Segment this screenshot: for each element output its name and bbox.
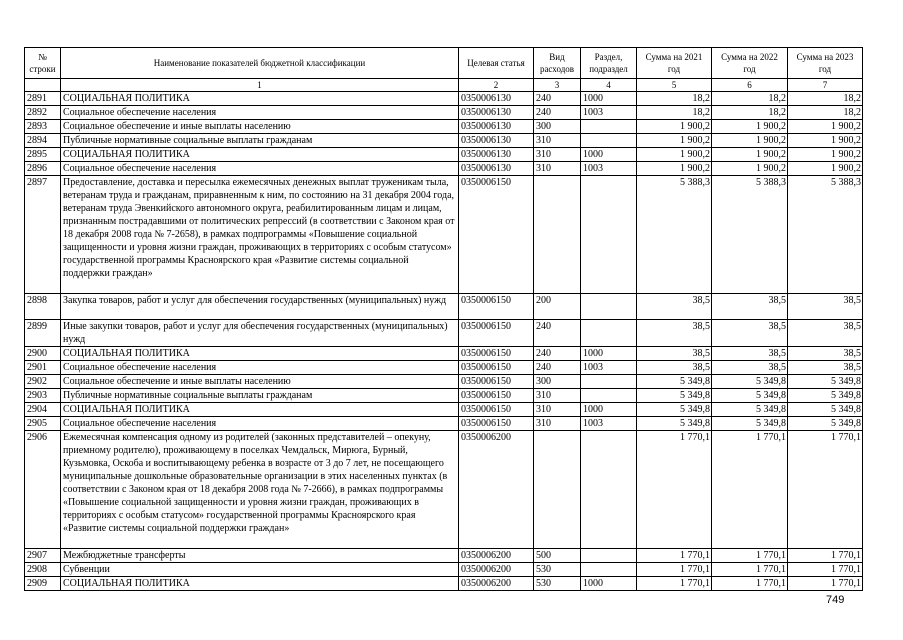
section-cell: 1000: [581, 577, 637, 591]
sum-2022-cell: 38,5: [712, 320, 788, 347]
target-cell: 0350006150: [459, 294, 534, 320]
table-row: [25, 320, 863, 347]
sum-2022-cell: 1 900,2: [712, 148, 788, 162]
table-row: [25, 549, 863, 563]
sum-2021-cell: 5 349,8: [637, 417, 712, 431]
sum-2023-cell: 38,5: [788, 361, 863, 375]
sum-2021-cell: 5 349,8: [637, 389, 712, 403]
name-cell: Социальное обеспечение и иные выплаты населению: [61, 375, 459, 389]
col-number: [25, 79, 61, 92]
section-cell: [581, 320, 637, 347]
target-cell: 0350006150: [459, 389, 534, 403]
sum-2021-cell: 18,2: [637, 106, 712, 120]
sum-2022-cell: 38,5: [712, 347, 788, 361]
row-no-cell: 2899: [25, 320, 61, 347]
sum-2023-cell: 38,5: [788, 320, 863, 347]
sum-2023-cell: 1 900,2: [788, 148, 863, 162]
expense-type-cell: 530: [534, 563, 581, 577]
expense-type-cell: 300: [534, 375, 581, 389]
expense-type-cell: 240: [534, 320, 581, 347]
sum-2023-cell: 5 349,8: [788, 375, 863, 389]
section-cell: [581, 563, 637, 577]
table-row: [25, 120, 863, 134]
sum-2023-cell: 1 900,2: [788, 134, 863, 148]
col-number: 1: [61, 79, 459, 92]
sum-2023-cell: 5 388,3: [788, 176, 863, 294]
section-cell: 1000: [581, 347, 637, 361]
row-no-cell: 2907: [25, 549, 61, 563]
sum-2023-cell: 1 900,2: [788, 162, 863, 176]
target-cell: 0350006200: [459, 563, 534, 577]
sum-2022-cell: 1 900,2: [712, 162, 788, 176]
section-cell: [581, 389, 637, 403]
sum-2022-cell: 18,2: [712, 92, 788, 106]
section-cell: [581, 120, 637, 134]
table-row: [25, 294, 863, 320]
target-cell: 0350006130: [459, 92, 534, 106]
expense-type-cell: 300: [534, 120, 581, 134]
expense-type-cell: 310: [534, 134, 581, 148]
section-cell: [581, 549, 637, 563]
sum-2023-cell: 1 900,2: [788, 120, 863, 134]
target-cell: 0350006150: [459, 403, 534, 417]
row-no-cell: 2908: [25, 563, 61, 577]
col-number: 4: [581, 79, 637, 92]
table-row: [25, 176, 863, 294]
table-row: [25, 106, 863, 120]
target-cell: 0350006150: [459, 320, 534, 347]
sum-2023-cell: 5 349,8: [788, 417, 863, 431]
target-cell: 0350006130: [459, 148, 534, 162]
sum-2023-cell: 1 770,1: [788, 577, 863, 591]
sum-2023-cell: 1 770,1: [788, 549, 863, 563]
sum-2022-cell: 1 900,2: [712, 120, 788, 134]
table-row: [25, 375, 863, 389]
section-cell: [581, 134, 637, 148]
name-cell: Предоставление, доставка и пересылка ежемесячных денежных выплат труженикам тыла, ветеранам труда и гражданам, приравненным к ним, по состоянию на 31 декабря 2004 года, ветеранам труда Эвенкийского автономного округа, реабилитированным лицам и лицам, признанным пострадавшими от политических репрессий (в соответствии с Законом края от 18 декабря 2008 года № 7-2658), в рамках подпрограммы «Повышение социальной защищенности и уровня жизни граждан, проживающих в территориях с особым статусом» государственной программы Красноярского края «Развитие системы социальной поддержки граждан»: [61, 176, 459, 294]
row-no-cell: 2901: [25, 361, 61, 375]
expense-type-cell: 310: [534, 162, 581, 176]
expense-type-cell: [534, 431, 581, 549]
row-no-cell: 2909: [25, 577, 61, 591]
expense-type-cell: 240: [534, 347, 581, 361]
section-cell: [581, 294, 637, 320]
table-row: [25, 134, 863, 148]
name-cell: Социальное обеспечение населения: [61, 162, 459, 176]
row-no-cell: 2896: [25, 162, 61, 176]
sum-2022-cell: 38,5: [712, 361, 788, 375]
sum-2021-cell: 1 900,2: [637, 148, 712, 162]
sum-2023-cell: 1 770,1: [788, 563, 863, 577]
sum-2021-cell: 5 349,8: [637, 403, 712, 417]
sum-2022-cell: 1 770,1: [712, 563, 788, 577]
row-no-cell: 2900: [25, 347, 61, 361]
table-row: [25, 417, 863, 431]
table-row: [25, 162, 863, 176]
row-no-cell: 2897: [25, 176, 61, 294]
row-no-cell: 2895: [25, 148, 61, 162]
sum-2022-cell: 38,5: [712, 294, 788, 320]
target-cell: 0350006130: [459, 134, 534, 148]
name-cell: Иные закупки товаров, работ и услуг для обеспечения государственных (муниципальных) нужд: [61, 320, 459, 347]
sum-2022-cell: 5 349,8: [712, 403, 788, 417]
header-sum-2023: Сумма на 2023 год: [788, 48, 863, 79]
row-no-cell: 2892: [25, 106, 61, 120]
name-cell: СОЦИАЛЬНАЯ ПОЛИТИКА: [61, 577, 459, 591]
row-no-cell: 2902: [25, 375, 61, 389]
sum-2022-cell: 1 900,2: [712, 134, 788, 148]
sum-2022-cell: 1 770,1: [712, 549, 788, 563]
sum-2022-cell: 5 349,8: [712, 375, 788, 389]
section-cell: 1003: [581, 361, 637, 375]
sum-2021-cell: 1 900,2: [637, 162, 712, 176]
sum-2021-cell: 38,5: [637, 361, 712, 375]
table-row: [25, 361, 863, 375]
section-cell: [581, 176, 637, 294]
expense-type-cell: 310: [534, 417, 581, 431]
header-sum-2022: Сумма на 2022 год: [712, 48, 788, 79]
row-no-cell: 2903: [25, 389, 61, 403]
column-numbers-row: [25, 79, 863, 92]
table-row: [25, 403, 863, 417]
expense-type-cell: 310: [534, 148, 581, 162]
name-cell: СОЦИАЛЬНАЯ ПОЛИТИКА: [61, 347, 459, 361]
section-cell: 1003: [581, 162, 637, 176]
sum-2021-cell: 1 900,2: [637, 120, 712, 134]
target-cell: 0350006130: [459, 120, 534, 134]
name-cell: СОЦИАЛЬНАЯ ПОЛИТИКА: [61, 403, 459, 417]
name-cell: Социальное обеспечение населения: [61, 106, 459, 120]
expense-type-cell: 310: [534, 403, 581, 417]
table-row: [25, 92, 863, 106]
name-cell: Публичные нормативные социальные выплаты гражданам: [61, 389, 459, 403]
sum-2021-cell: 5 388,3: [637, 176, 712, 294]
header-target: Целевая статья: [459, 48, 534, 79]
section-cell: 1003: [581, 106, 637, 120]
section-cell: 1003: [581, 417, 637, 431]
budget-table: [24, 47, 863, 591]
expense-type-cell: 200: [534, 294, 581, 320]
expense-type-cell: 310: [534, 389, 581, 403]
section-cell: 1000: [581, 92, 637, 106]
row-no-cell: 2906: [25, 431, 61, 549]
name-cell: Межбюджетные трансферты: [61, 549, 459, 563]
section-cell: 1000: [581, 148, 637, 162]
header-row: [25, 48, 863, 79]
sum-2021-cell: 38,5: [637, 347, 712, 361]
table-row: [25, 431, 863, 549]
page-number: 749: [826, 594, 845, 606]
name-cell: Социальное обеспечение населения: [61, 417, 459, 431]
row-no-cell: 2894: [25, 134, 61, 148]
target-cell: 0350006150: [459, 417, 534, 431]
name-cell: Социальное обеспечение населения: [61, 361, 459, 375]
row-no-cell: 2891: [25, 92, 61, 106]
col-number: 2: [459, 79, 534, 92]
sum-2023-cell: 18,2: [788, 92, 863, 106]
target-cell: 0350006200: [459, 431, 534, 549]
sum-2021-cell: 5 349,8: [637, 375, 712, 389]
header-section: Раздел, подраздел: [581, 48, 637, 79]
target-cell: 0350006200: [459, 549, 534, 563]
header-row-no: № строки: [25, 48, 61, 79]
col-number: 6: [712, 79, 788, 92]
sum-2022-cell: 18,2: [712, 106, 788, 120]
sum-2021-cell: 38,5: [637, 320, 712, 347]
row-no-cell: 2904: [25, 403, 61, 417]
section-cell: [581, 431, 637, 549]
table-row: [25, 148, 863, 162]
name-cell: Публичные нормативные социальные выплаты гражданам: [61, 134, 459, 148]
sum-2021-cell: 18,2: [637, 92, 712, 106]
header-name: Наименование показателей бюджетной классификации: [61, 48, 459, 79]
expense-type-cell: 530: [534, 577, 581, 591]
section-cell: 1000: [581, 403, 637, 417]
target-cell: 0350006150: [459, 176, 534, 294]
sum-2021-cell: 1 770,1: [637, 549, 712, 563]
row-no-cell: 2905: [25, 417, 61, 431]
sum-2022-cell: 1 770,1: [712, 577, 788, 591]
sum-2021-cell: 1 770,1: [637, 431, 712, 549]
sum-2022-cell: 5 388,3: [712, 176, 788, 294]
expense-type-cell: 240: [534, 92, 581, 106]
target-cell: 0350006130: [459, 162, 534, 176]
table-row: [25, 577, 863, 591]
sum-2023-cell: 18,2: [788, 106, 863, 120]
sum-2021-cell: 38,5: [637, 294, 712, 320]
name-cell: Субвенции: [61, 563, 459, 577]
sum-2023-cell: 38,5: [788, 347, 863, 361]
section-cell: [581, 375, 637, 389]
target-cell: 0350006150: [459, 375, 534, 389]
name-cell: СОЦИАЛЬНАЯ ПОЛИТИКА: [61, 148, 459, 162]
name-cell: Закупка товаров, работ и услуг для обеспечения государственных (муниципальных) нужд: [61, 294, 459, 320]
sum-2022-cell: 1 770,1: [712, 431, 788, 549]
name-cell: Социальное обеспечение и иные выплаты населению: [61, 120, 459, 134]
col-number: 3: [534, 79, 581, 92]
sum-2021-cell: 1 900,2: [637, 134, 712, 148]
header-expense-type: Вид расходов: [534, 48, 581, 79]
expense-type-cell: 500: [534, 549, 581, 563]
row-no-cell: 2898: [25, 294, 61, 320]
sum-2021-cell: 1 770,1: [637, 563, 712, 577]
col-number: 5: [637, 79, 712, 92]
target-cell: 0350006200: [459, 577, 534, 591]
target-cell: 0350006150: [459, 361, 534, 375]
col-number: 7: [788, 79, 863, 92]
sum-2023-cell: 5 349,8: [788, 403, 863, 417]
sum-2022-cell: 5 349,8: [712, 417, 788, 431]
expense-type-cell: [534, 176, 581, 294]
sum-2023-cell: 38,5: [788, 294, 863, 320]
sum-2023-cell: 1 770,1: [788, 431, 863, 549]
name-cell: СОЦИАЛЬНАЯ ПОЛИТИКА: [61, 92, 459, 106]
sum-2021-cell: 1 770,1: [637, 577, 712, 591]
name-cell: Ежемесячная компенсация одному из родителей (законных представителей – опекуну, приемному родителю), проживающему в поселках Чемдальск, Мирюга, Бурный, Кузьмовка, Оскоба и воспитывающему ребенка в возрасте от 3 до 7 лет, не посещающего муниципальные дошкольные образовательные организации в этих населенных пунктах (в соответствии с Законом края от 18 декабря 2008 года № 7-2666), в рамках подпрограммы «Повышение социальной защищенности и уровня жизни граждан, проживающих в территориях с особым статусом» государственной программы Красноярского края «Развитие системы социальной поддержки граждан»: [61, 431, 459, 549]
sum-2023-cell: 5 349,8: [788, 389, 863, 403]
target-cell: 0350006130: [459, 106, 534, 120]
header-sum-2021: Сумма на 2021 год: [637, 48, 712, 79]
table-row: [25, 347, 863, 361]
table-row: [25, 563, 863, 577]
row-no-cell: 2893: [25, 120, 61, 134]
table-row: [25, 389, 863, 403]
expense-type-cell: 240: [534, 361, 581, 375]
expense-type-cell: 240: [534, 106, 581, 120]
sum-2022-cell: 5 349,8: [712, 389, 788, 403]
target-cell: 0350006150: [459, 347, 534, 361]
